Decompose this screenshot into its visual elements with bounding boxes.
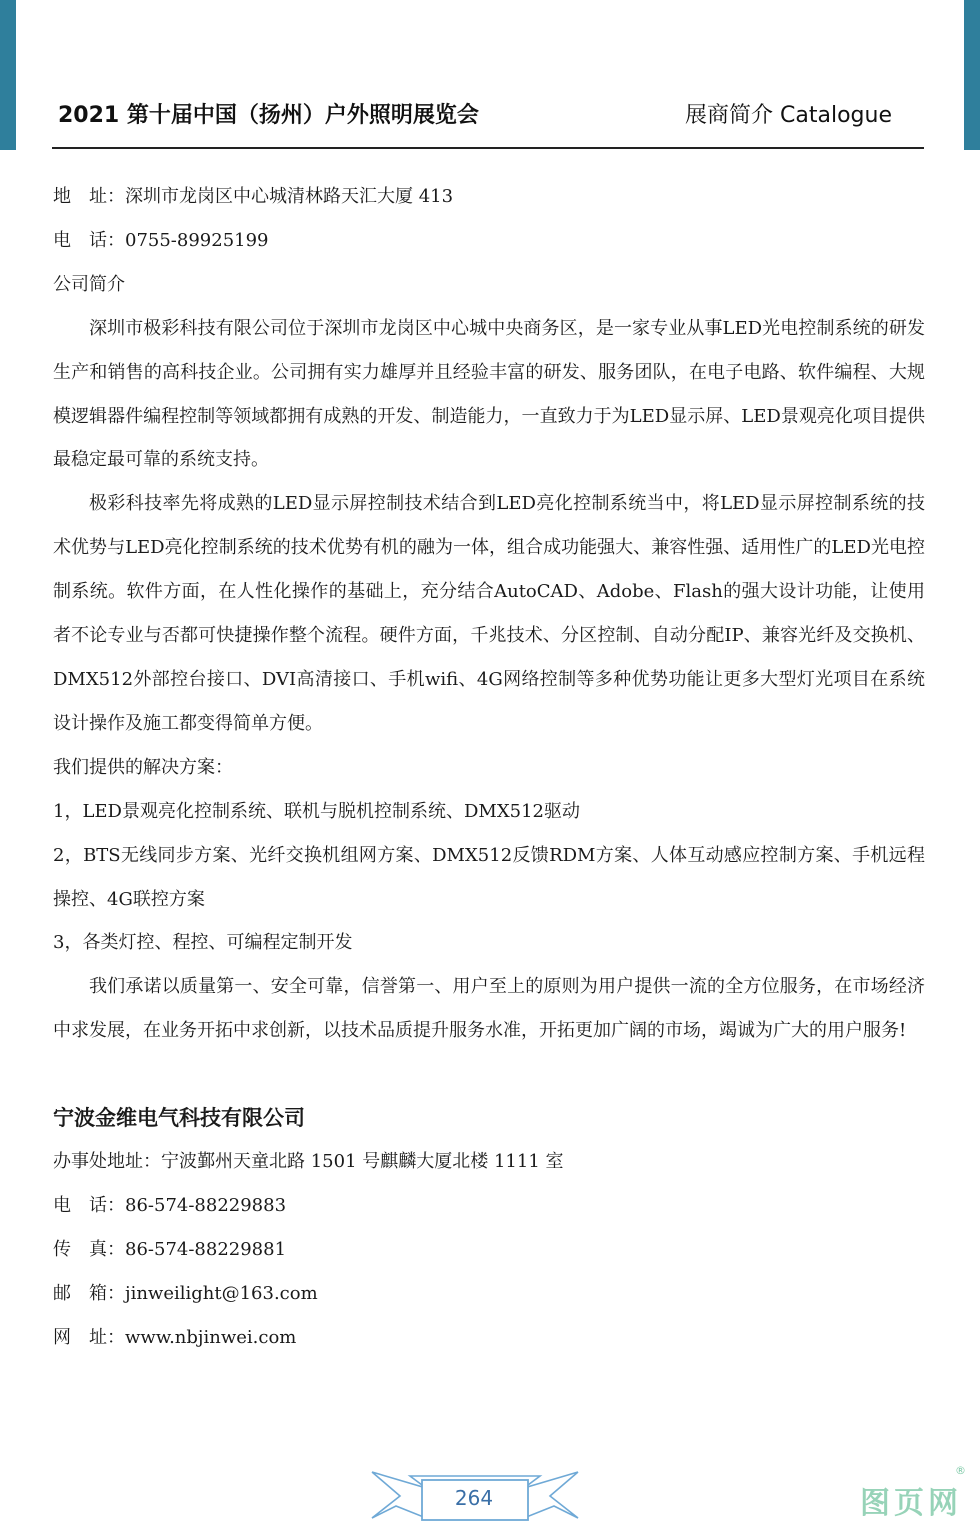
company1-address: 地 址：深圳市龙岗区中心城清林路天汇大厦 413 [53,186,454,207]
company1-phone: 电 话：0755-89925199 [53,229,269,251]
watermark-registered-mark: ® [955,1464,966,1477]
solution-item: 2，BTS无线同步方案、光纤交换机组网方案、DMX512反馈RDM方案、人体互动感应控制方案、手机远程操控、4G联控方案 [53,844,925,910]
company1-paragraph-3: 我们承诺以质量第一、安全可靠，信誉第一、用户至上的原则为用户提供一流的全方位服务，在市场经济中求发展，在业务开拓中求创新，以技术品质提升服务水准，开拓更加广阔的市场，竭诚为广大的用户服务! [53,976,925,1042]
company2-website: 网 址：www.nbjinwei.com [53,1326,297,1348]
company2-office-address: 办事处地址：宁波鄞州天童北路 1501 号麒麟大厦北楼 1111 室 [53,1151,564,1173]
company1-paragraph-2: 极彩科技率先将成熟的LED显示屏控制技术结合到LED亮化控制系统当中，将LED显示屏控制系统的技术优势与LED亮化控制系统的技术优势有机的融为一体，组合成功能强大、兼容性强、适用性广的LED光电控制系统。软件方面，在人性化操作的基础上，充分结合AutoCAD、Adobe、Flash的强大设计功能，让使用者不论专业与否都可快捷操作整个流程。硬件方面，千兆技术、分区控制、自动分配IP、兼容光纤及交换机、DMX512外部控台接口、DVI高清接口、手机wifi、4G网络控制等多种优势功能让更多大型灯光项目在系统设计操作及施工都变得简单方便。 [53,493,925,734]
company1-intro-heading: 公司简介 [53,273,125,295]
solution-item: 3，各类灯控、程控、可编程定制开发 [53,932,353,954]
company2-name: 宁波金维电气科技有限公司 [53,1106,305,1131]
company1-solutions-heading: 我们提供的解决方案： [53,756,233,778]
company1-paragraph-1: 深圳市极彩科技有限公司位于深圳市龙岗区中心城中央商务区，是一家专业从事LED光电控制系统的研发生产和销售的高科技企业。公司拥有实力雄厚并且经验丰富的研发、服务团队，在电子电路、软件编程、大规模逻辑器件编程控制等领域都拥有成熟的开发、制造能力，一直致力于为LED显示屏、LED景观亮化项目提供最稳定最可靠的系统支持。 [53,317,925,471]
watermark-logo: 图页网 [860,1486,962,1521]
right-edge-bar [964,0,980,150]
company2-phone: 电 话：86-574-88229883 [53,1195,287,1217]
page-number: 264 [454,1486,494,1510]
header-divider [52,147,924,149]
header-catalogue-label: 展商简介 Catalogue [685,103,892,128]
left-edge-bar [0,0,16,150]
header-exhibition-title: 2021 第十届中国（扬州）户外照明展览会 [58,103,479,128]
company2-email: 邮 箱：jinweilight@163.com [53,1282,318,1304]
page-content [53,175,925,1360]
company2-fax: 传 真：86-574-88229881 [53,1238,287,1260]
solution-item: 1，LED景观亮化控制系统、联机与脱机控制系统、DMX512驱动 [53,800,581,822]
